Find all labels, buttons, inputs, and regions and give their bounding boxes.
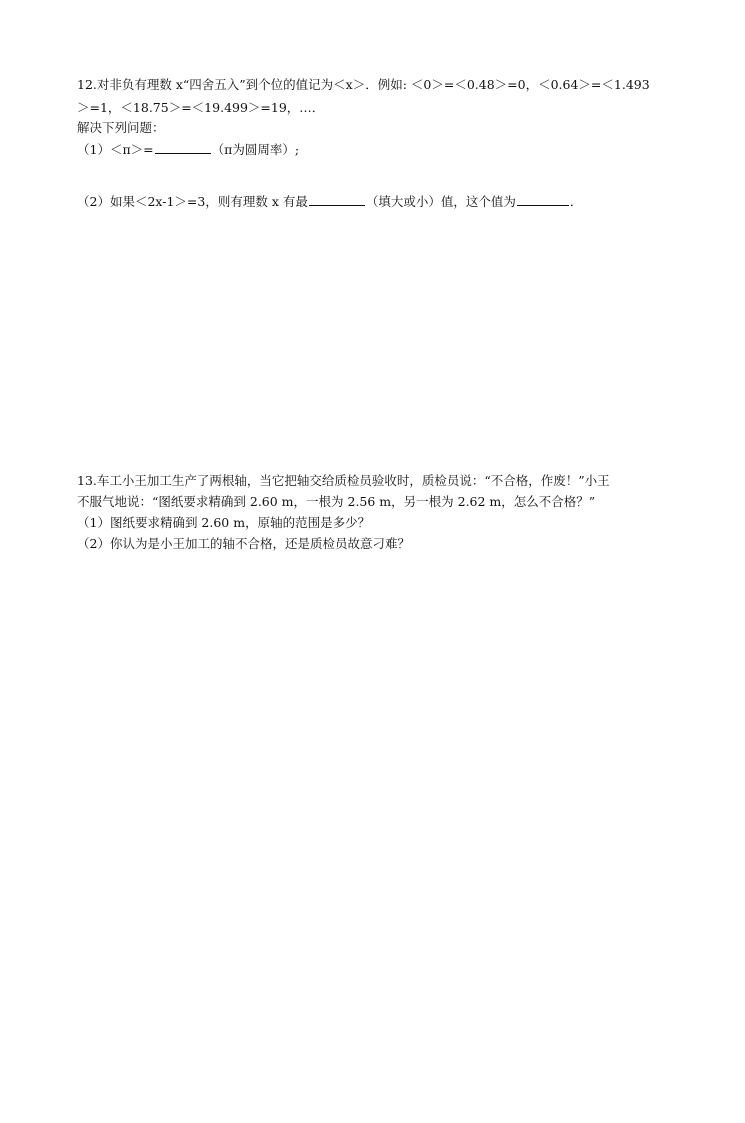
question-12-stem-line-1: 12.对非负有理数 x“四舍五入”到个位的值记为＜x＞．例如: ＜0＞=＜0.48＞=0，＜0.64＞=＜1.493	[77, 77, 650, 92]
question-12-part-1	[77, 140, 299, 159]
question-13-part-1: （1）图纸要求精确到 2.60 m，原轴的范围是多少？	[77, 515, 371, 530]
answer-blank-value[interactable]	[517, 192, 569, 206]
question-12-stem-line-2: ＞=1，＜18.75＞=＜19.499＞=19，…．	[77, 100, 325, 115]
question-12-instruction: 解决下列问题：	[77, 120, 165, 135]
question-12-part-2-suffix: ．	[569, 194, 583, 209]
question-13-stem-line-1: 13.车工小王加工生产了两根轴，当它把轴交给质检员验收时，质检员说：“不合格，作废！”小王	[77, 473, 610, 488]
question-13-stem-line-2: 不服气地说：“图纸要求精确到 2.60 m，一根为 2.56 m，另一根为 2.62 m，怎么不合格？”	[77, 494, 596, 509]
question-12-part-2-middle: （填大或小）值，这个值为	[365, 194, 516, 209]
answer-blank-pi[interactable]	[155, 140, 211, 154]
question-12-part-2-prefix: （2）如果＜2x-1＞=3，则有理数 x 有最	[77, 194, 308, 209]
question-13-part-2: （2）你认为是小王加工的轴不合格，还是质检员故意刁难？	[77, 536, 410, 551]
question-12-part-2	[77, 192, 582, 211]
answer-blank-max-min[interactable]	[309, 192, 365, 206]
question-12-part-1-suffix: （π为圆周率）;	[211, 142, 300, 157]
question-12-part-1-prefix: （1）＜π＞=	[77, 142, 154, 157]
